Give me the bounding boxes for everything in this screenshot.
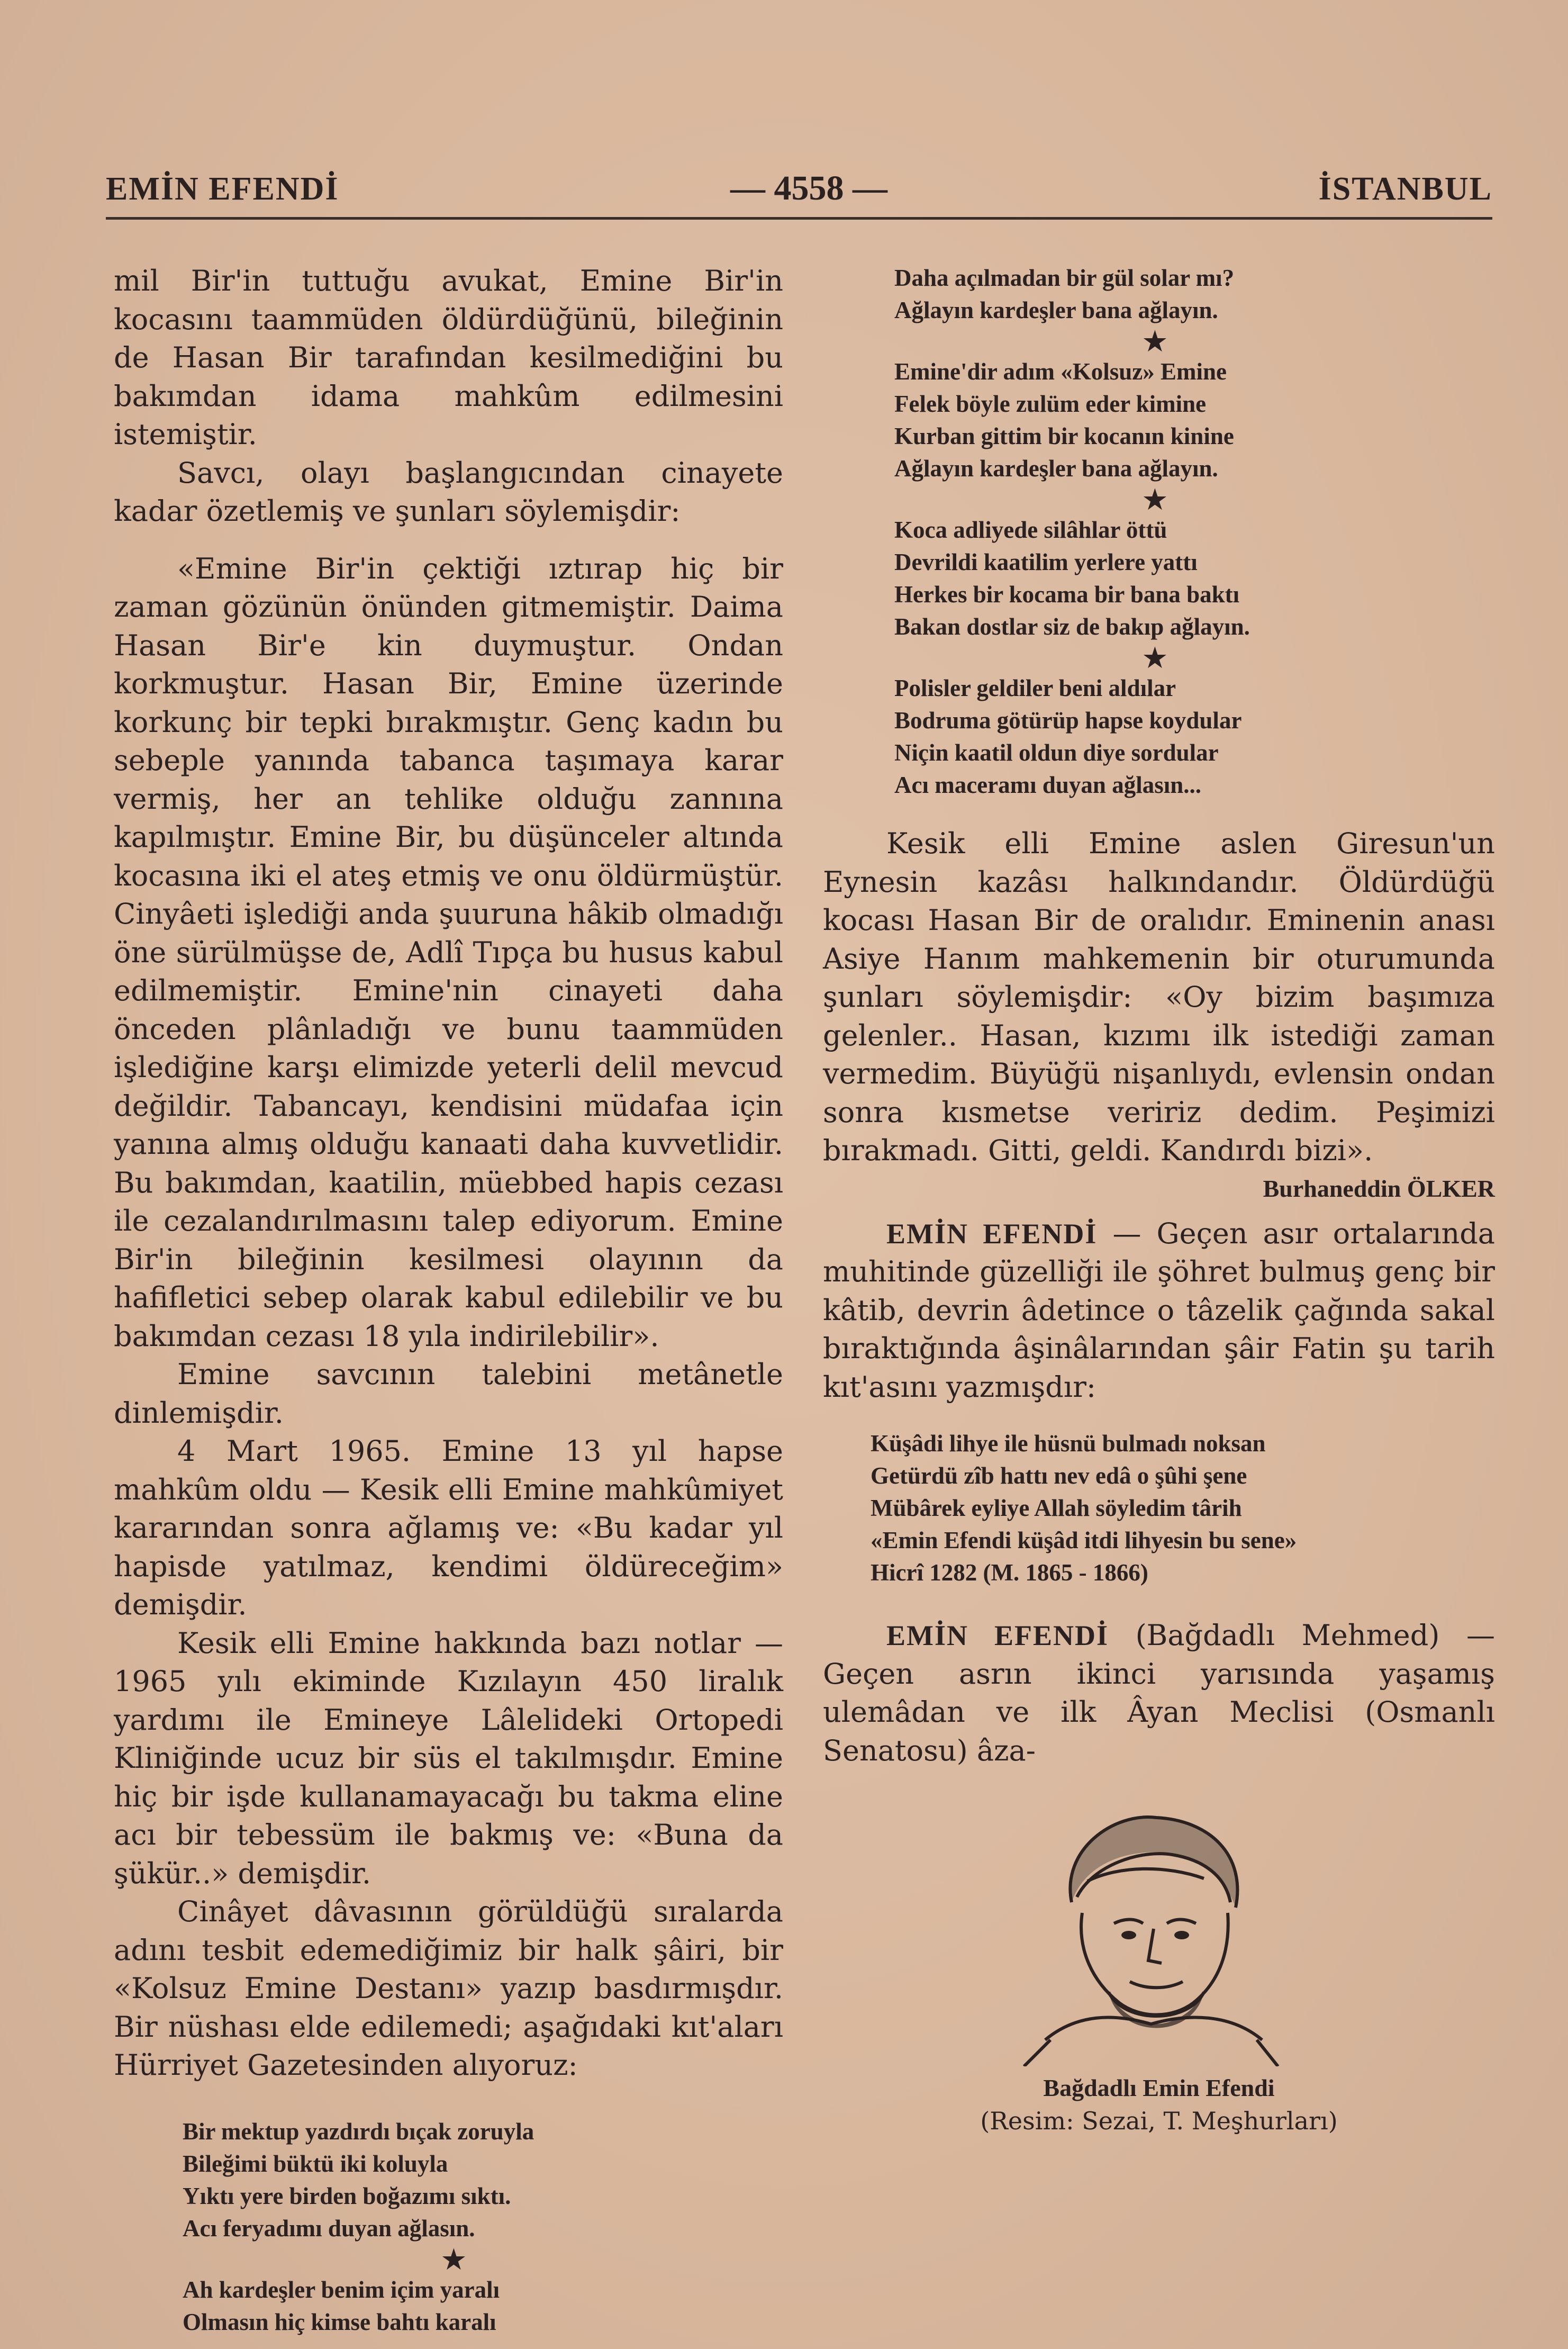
portrait-drawing [982, 1791, 1320, 2066]
caption-title: Bağdadlı Emin Efendi [1043, 2074, 1275, 2101]
poem-line: Daha açılmadan bir gül solar mı? [894, 265, 1235, 291]
poem-line: «Emin Efendi küşâd itdi lihyesin bu sene» [871, 1527, 1297, 1553]
portrait-illustration [982, 1791, 1320, 2066]
entry-heading: EMİN EFENDİ [886, 1217, 1098, 1250]
paragraph: Savcı, olayı başlangıcından cinayete kadar özetlemiş ve şunları söylemişdir: [114, 456, 783, 528]
poem-line: Küşâdi lihye ile hüsnü bulmadı noksan [871, 1430, 1266, 1457]
star-divider: ★ [1143, 642, 1167, 673]
right-column [823, 262, 1495, 2137]
poem-stanza [114, 2116, 783, 2338]
entry-emin-efendi [823, 1215, 1495, 1407]
poem-line: Herkes bir kocama bir bana baktı [894, 581, 1240, 608]
star-divider: ★ [442, 2243, 466, 2275]
poem-line: Felek böyle zulüm eder kimine [894, 391, 1207, 417]
star-divider: ★ [1143, 484, 1167, 515]
header-rule [106, 217, 1492, 220]
poem-line: Ağlayın kardeşler bana ağlayın. [894, 455, 1218, 482]
poem-line: Polisler geldiler beni aldılar [894, 675, 1176, 701]
poem-line: Devrildi kaatilim yerlere yattı [894, 549, 1198, 575]
paragraph: Emine savcının talebini metânetle dinlemişdir. [114, 1358, 783, 1430]
poem-stanza [823, 1428, 1495, 1589]
poem-line: Bodruma götürüp hapse koydular [894, 707, 1242, 734]
poem-line: Bakan dostlar siz de bakıp ağlayın. [894, 613, 1250, 640]
poem-stanza [823, 262, 1495, 801]
entry-heading: EMİN EFENDİ [886, 1620, 1109, 1651]
poem-line: Koca adliyede silâhlar öttü [894, 517, 1167, 543]
poem-line: Mübârek eyliye Allah söyledim târih [871, 1495, 1242, 1521]
poem-line: Yıktı yere birden boğazımı sıktı. [183, 2182, 511, 2209]
paragraph: 4 Mart 1965. Emine 13 yıl hapse mahkûm oldu — Kesik elli Emine mahkûmiyet kararından sonra ağlamış ve: «Bu kadar yıl hapisde yatılmaz, kendimi öldüreceğim» demişdir. [114, 1434, 783, 1621]
poem-line: Olmasın hiç kimse bahtı karalı [183, 2308, 496, 2335]
header-right-title: İSTANBUL [1318, 171, 1492, 207]
paragraph: Kesik elli Emine hakkında bazı notlar — 1965 yılı ekiminde Kızılayın 450 liralık yardımı ile Emineye Lâlelideki Ortopedi Kliniğinde ucuz bir süs el takılmışdır. Emine hiç bir işde kullanamayacağı bu takma eline acı bir tebessüm ile bakmış ve: «Buna da şükür..» demişdir. [114, 1626, 783, 1890]
star-divider: ★ [1143, 326, 1167, 357]
poem-line: Bileğimi büktü iki koluyla [183, 2150, 448, 2177]
author-signature: Burhaneddin ÖLKER [1263, 1174, 1495, 1202]
entry-text: — Geçen asır ortalarında muhitinde güzelliği ile şöhret bulmuş genç bir kâtib, devrin âdetince o tâzelik çağında sakal bıraktığında âşinâlarından şâir Fatin şu tarih kıt'asını yazmışdır: [823, 1216, 1496, 1404]
poem-line: Hicrî 1282 (M. 1865 - 1866) [871, 1559, 1148, 1586]
running-header [106, 159, 1492, 222]
poem-line: Niçin kaatil oldun diye sordular [894, 739, 1219, 766]
entry-text: (Bağdadlı Mehmed) — Geçen asrın ikinci yarısında yaşamış ulemâdan ve ilk Âyan Meclisi (Osmanlı Senatosu) âza- [823, 1619, 1495, 1767]
left-column [114, 262, 783, 2338]
portrait-caption [823, 2072, 1495, 2137]
paragraph: Kesik elli Emine aslen Giresun'un Eynesin kazâsı halkındandır. Öldürdüğü kocası Hasan Bir de oralıdır. Eminenin anası Asiye Hanım mahkemenin bir oturumunda şunları söylemişdir: «Oy bizim başımıza gelenler.. Hasan, kızımı ilk istediği zaman vermedim. Büyüğü nişanlıydı, evlensin ondan sonra kısmetse veririz dedim. Peşimizi bırakmadı. Gitti, geldi. Kandırdı bizi». [823, 827, 1495, 1167]
quote-paragraph: «Emine Bir'in çektiği ıztırap hiç bir zaman gözünün önünden gitmemiştir. Daima Hasan Bir'e kin duymuştur. Ondan korkmuştur. Hasan Bir, Emine üzerinde korkunç bir tepki bırakmıştır. Genç kadın bu sebeple yanında tabanca taşımaya karar vermiş, her an tehlike olduğu zannına kapılmıştır. Emine Bir, bu düşünceler altında kocasına iki el ateş etmiş ve onu öldürmüştür. Cinyâeti işlediği anda şuuruna hâkib olmadığı öne sürülmüşse de, Adlî Tıpça bu husus kabul edilmemiştir. Emine'nin cinayeti daha önceden plânladığı ve bunu taammüden işlediğine karşı elimizde yeterli delil mevcud değildir. Tabancayı, kendisini müdafaa için yanına almış olduğu kanaati daha kuvvetlidir. Bu bakımdan, kaatilin, müebbed hapis cezası ile cezalandırılmasını talep ediyorum. Emine Bir'in bileğinin kesilmesi olayının da hafifletici sebep olarak kabul edilebilir ve bu bakımdan cezası 18 yıla indirilebilir». [114, 552, 783, 1353]
paragraph: mil Bir'in tuttuğu avukat, Emine Bir'in kocasını taammüden öldürdüğünü, bileğinin de Hasan Bir tarafından kesilmediğini bu bakımdan idama mahkûm edilmesini istemiştir. [114, 264, 783, 451]
page-number: — 4558 — [730, 169, 887, 207]
poem-line: Ağlayın kardeşler bana ağlayın. [894, 297, 1218, 323]
poem-line: Getürdü zîb hattı nev edâ o şûhi şene [871, 1462, 1247, 1489]
paragraph: Cinâyet dâvasının görüldüğü sıralarda adını tesbit edemediğimiz bir halk şâiri, bir «Kolsuz Emine Destanı» yazıp basdırmışdır. Bir nüshası elde edilemedi; aşağıdaki kıt'aları Hürriyet Gazetesinden alıyoruz: [114, 1895, 783, 2082]
entry-emin-efendi-bagdadli [823, 1616, 1495, 1770]
poem-line: Acı maceramı duyan ağlasın... [894, 772, 1201, 798]
poem-line: Ah kardeşler benim içim yaralı [183, 2276, 500, 2303]
poem-line: Kurban gittim bir kocanın kinine [894, 423, 1234, 449]
poem-line: Acı feryadımı duyan ağlasın. [183, 2215, 475, 2242]
poem-line: Emine'dir adım «Kolsuz» Emine [894, 358, 1227, 385]
caption-credit: (Resim: Sezai, T. Meşhurları) [980, 2107, 1338, 2135]
header-left-title: EMİN EFENDİ [106, 171, 339, 207]
poem-line: Bir mektup yazdırdı bıçak zoruyla [183, 2118, 534, 2145]
